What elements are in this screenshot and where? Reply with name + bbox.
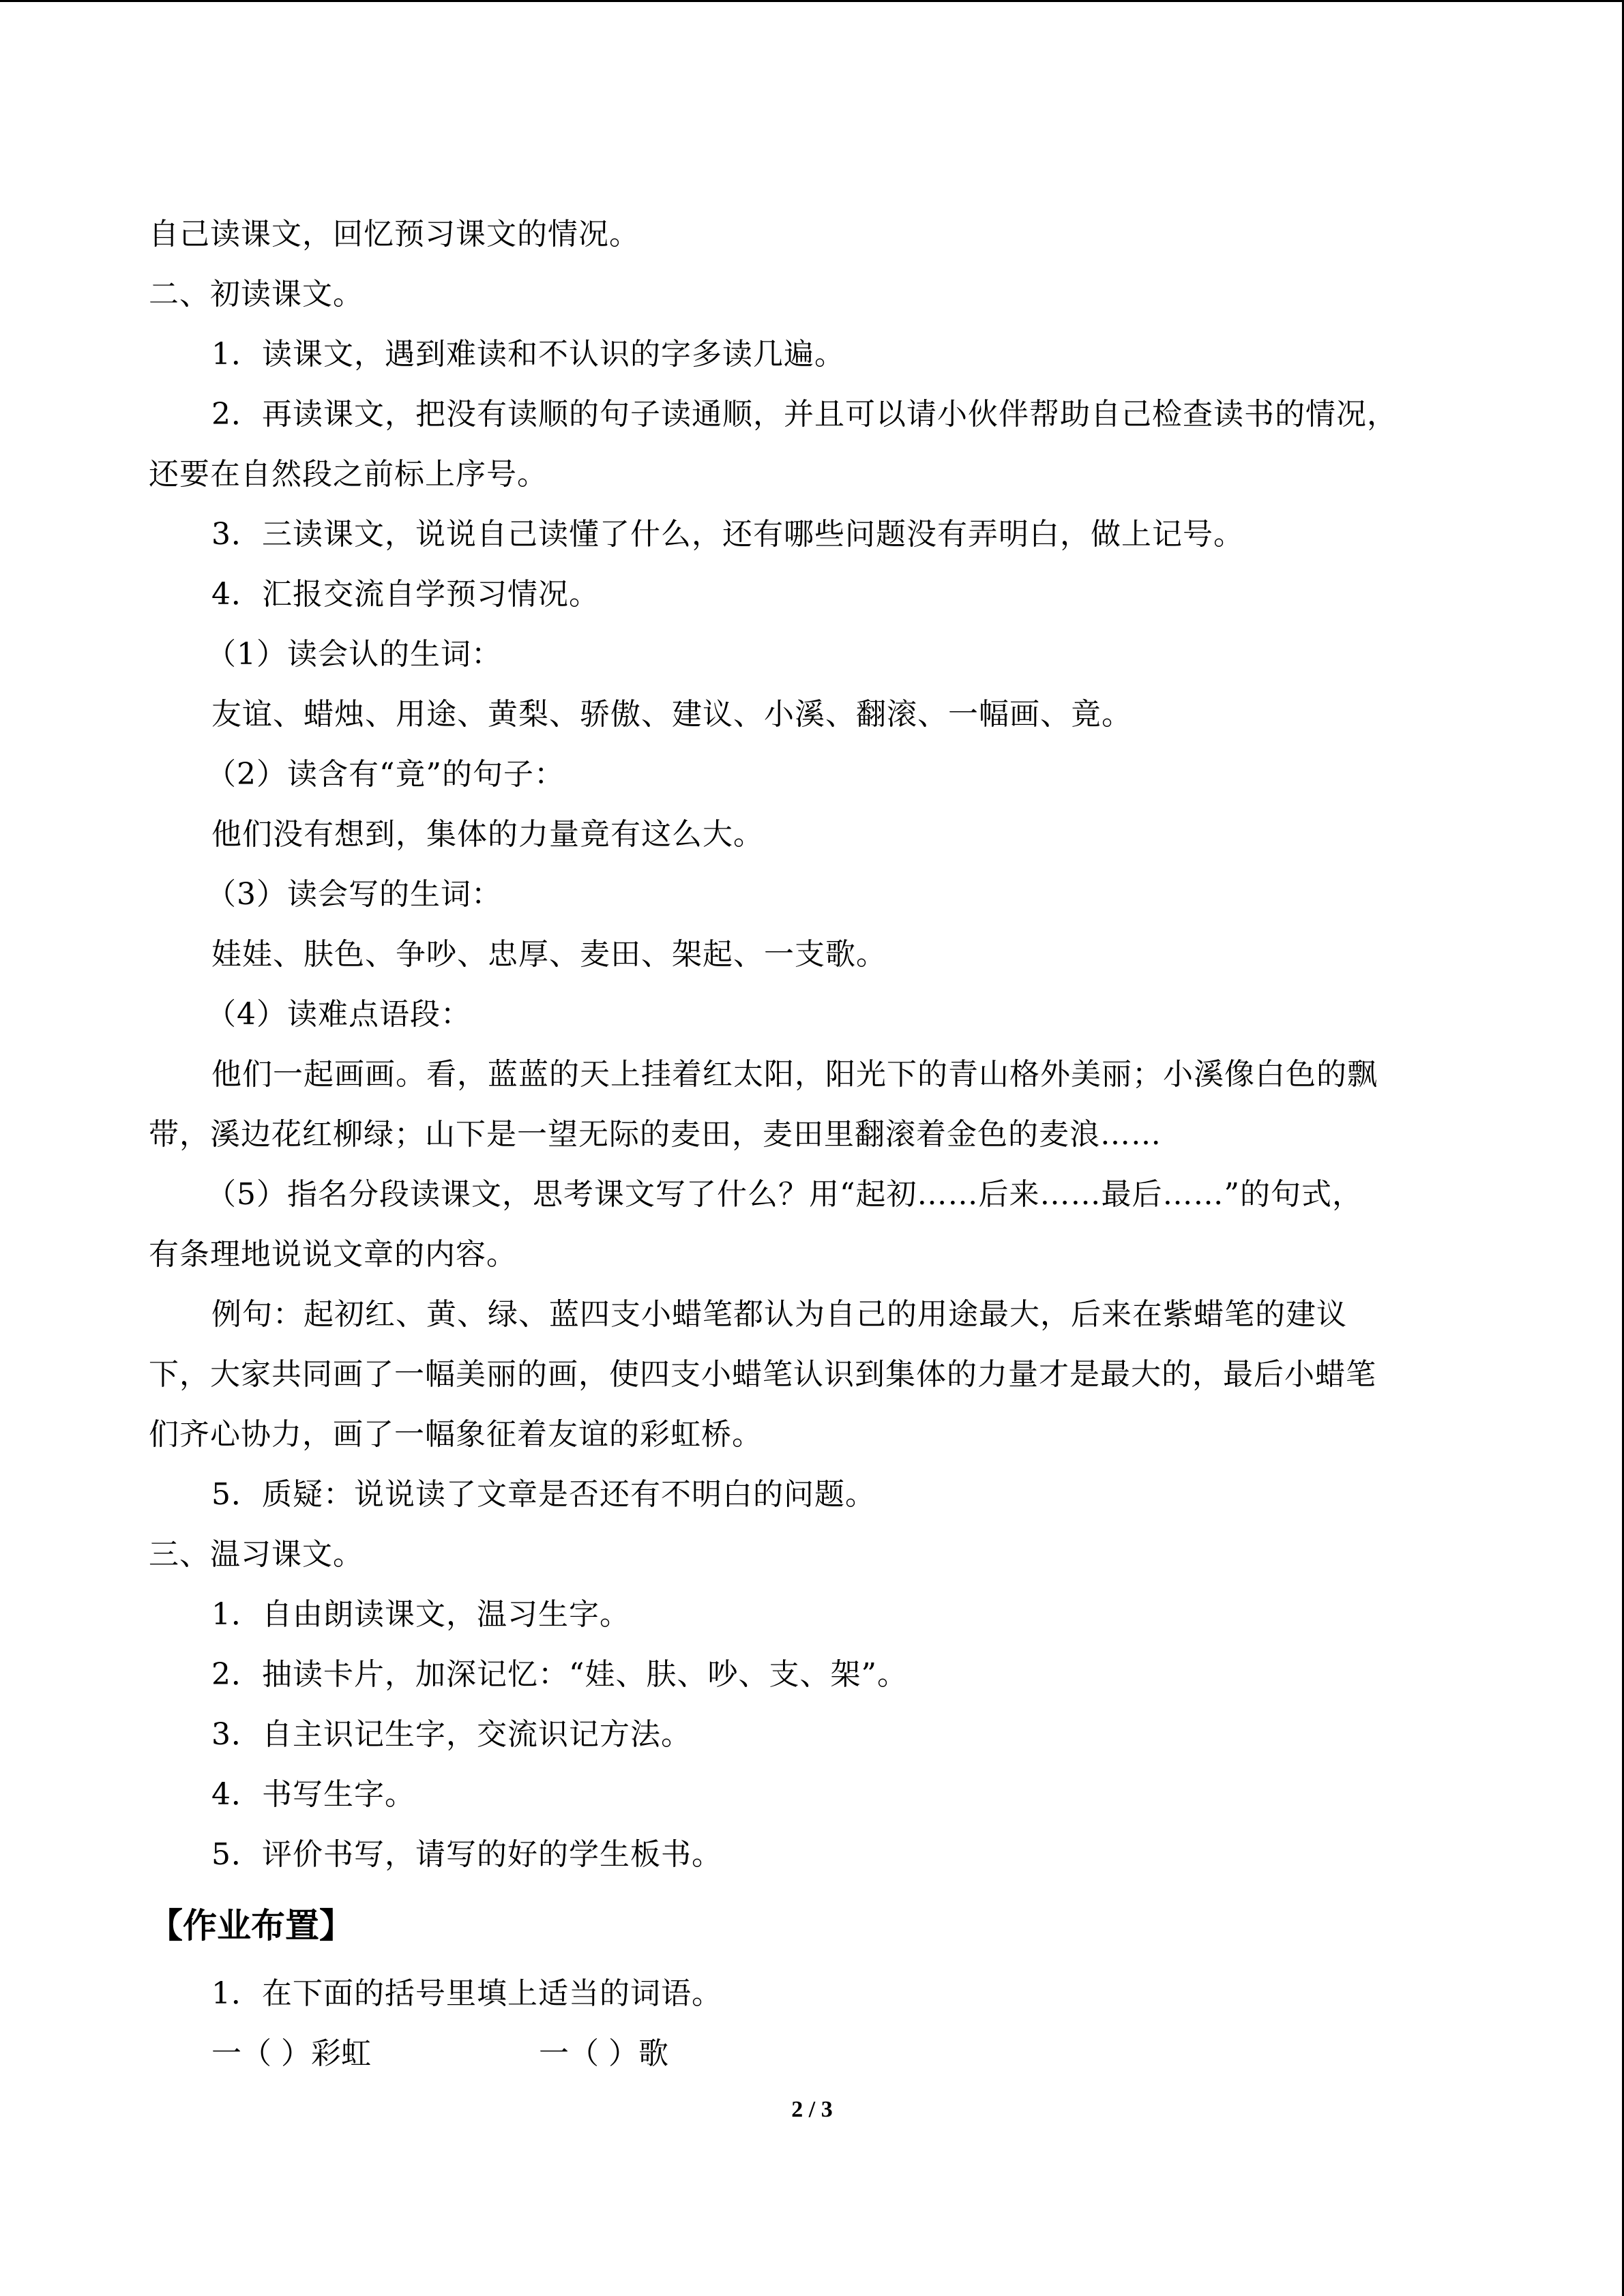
text-line: 5．质疑：说说读了文章是否还有不明白的问题。 bbox=[211, 1477, 876, 1512]
text-line: （4）读难点语段： bbox=[206, 997, 471, 1032]
text-line: 友谊、蜡烛、用途、黄梨、骄傲、建议、小溪、翻滚、一幅画、竟。 bbox=[211, 697, 1132, 732]
text-line: 三、温习课文。 bbox=[149, 1537, 364, 1572]
text-line: 们齐心协力，画了一幅象征着友谊的彩虹桥。 bbox=[149, 1417, 763, 1452]
fill-blank-rainbow: 一（ ）彩虹 bbox=[211, 2036, 371, 2071]
text-line: 还要在自然段之前标上序号。 bbox=[149, 457, 548, 492]
text-line: （1）读会认的生词： bbox=[206, 637, 502, 672]
text-line: 2．抽读卡片，加深记忆：“娃、肤、吵、支、架”。 bbox=[211, 1657, 908, 1692]
text-line: 下，大家共同画了一幅美丽的画，使四支小蜡笔认识到集体的力量才是最大的，最后小蜡笔 bbox=[149, 1357, 1376, 1392]
text-line: 他们一起画画。看，蓝蓝的天上挂着红太阳，阳光下的青山格外美丽；小溪像白色的飘 bbox=[211, 1057, 1378, 1092]
text-line: （3）读会写的生词： bbox=[206, 877, 502, 912]
text-line: （2）读含有“竟”的句子： bbox=[206, 757, 565, 792]
fill-blank-row bbox=[149, 2024, 1462, 2084]
homework-heading: 【作业布置】 bbox=[149, 1906, 353, 1945]
text-line: 有条理地说说文章的内容。 bbox=[149, 1237, 517, 1272]
text-line: 带，溪边花红柳绿；山下是一望无际的麦田，麦田里翻滚着金色的麦浪…… bbox=[149, 1117, 1162, 1152]
text-line: 自己读课文，回忆预习课文的情况。 bbox=[149, 217, 640, 252]
homework-task: 1．在下面的括号里填上适当的词语。 bbox=[211, 1976, 722, 2011]
fill-blank-song: 一（ ）歌 bbox=[539, 2036, 668, 2071]
text-line: 3．三读课文，说说自己读懂了什么，还有哪些问题没有弄明白，做上记号。 bbox=[211, 517, 1244, 552]
text-line: 娃娃、肤色、争吵、忠厚、麦田、架起、一支歌。 bbox=[211, 937, 887, 972]
text-line: 3．自主识记生字，交流识记方法。 bbox=[211, 1717, 692, 1752]
text-line: 二、初读课文。 bbox=[149, 277, 364, 312]
text-line: 2．再读课文，把没有读顺的句子读通顺，并且可以请小伙伴帮助自己检查读书的情况， bbox=[211, 397, 1398, 432]
text-line: 4．汇报交流自学预习情况。 bbox=[211, 577, 600, 612]
lesson-text bbox=[149, 205, 1462, 1885]
text-line: 1．自由朗读课文，温习生字。 bbox=[211, 1597, 630, 1632]
page-number: 2 / 3 bbox=[791, 2097, 833, 2122]
text-line: 1．读课文，遇到难读和不认识的字多读几遍。 bbox=[211, 337, 845, 372]
text-line: （5）指名分段读课文，思考课文写了什么？用“起初……后来……最后……”的句式， bbox=[206, 1177, 1363, 1212]
top-border-rule bbox=[0, 0, 1624, 2]
document-body bbox=[149, 205, 1462, 2084]
text-line: 4．书写生字。 bbox=[211, 1777, 415, 1812]
text-line: 他们没有想到，集体的力量竟有这么大。 bbox=[211, 817, 764, 852]
text-line: 5．评价书写，请写的好的学生板书。 bbox=[211, 1837, 722, 1872]
text-line: 例句：起初红、黄、绿、蓝四支小蜡笔都认为自己的用途最大，后来在紫蜡笔的建议 bbox=[211, 1297, 1347, 1332]
